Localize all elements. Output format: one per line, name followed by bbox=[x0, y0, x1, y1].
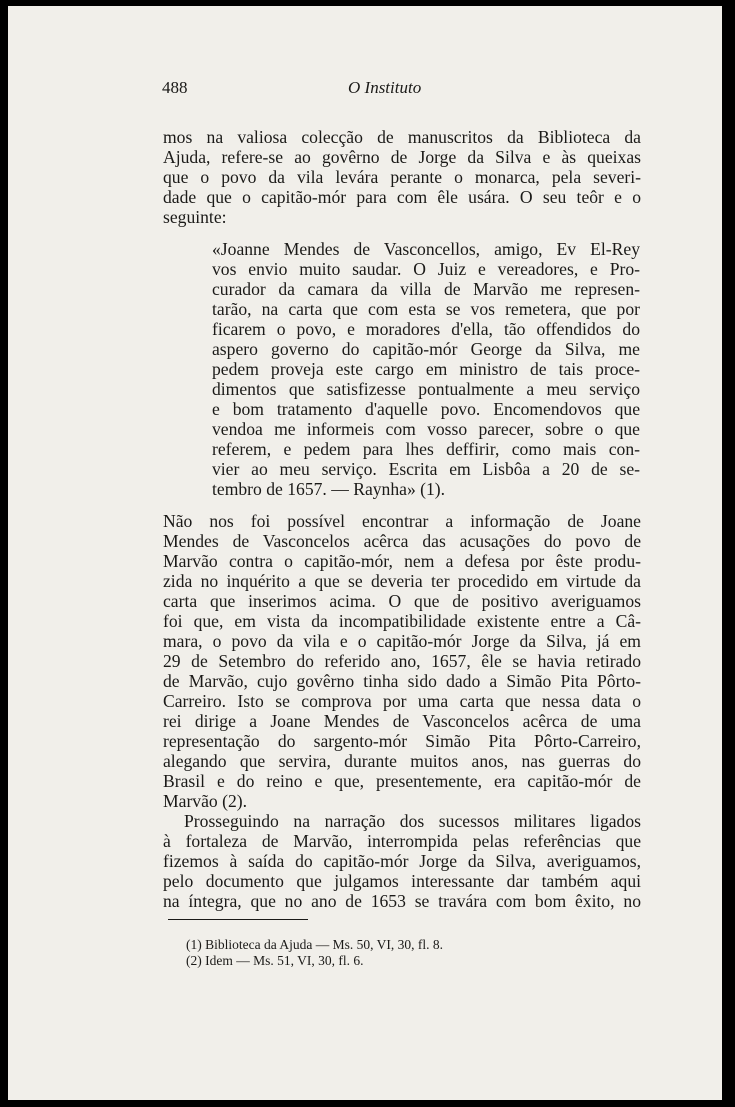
text-line: dade que o capitão-mór para com êle usára. O seu teôr e o bbox=[163, 187, 641, 207]
text-line: mara, o povo da vila e o capitão-mór Jorge da Silva, já em bbox=[163, 631, 641, 651]
text-line: carta que inserimos acima. O que de positivo averiguamos bbox=[163, 591, 641, 611]
running-header bbox=[162, 78, 642, 104]
text-line: Ajuda, refere-se ao govêrno de Jorge da Silva e às queixas bbox=[163, 147, 641, 167]
text-line: fizemos à saída do capitão-mór Jorge da Silva, averiguamos, bbox=[163, 851, 641, 871]
text-line: rei dirige a Joane Mendes de Vasconcelos acêrca de uma bbox=[163, 711, 641, 731]
quote-line: vier ao meu serviço. Escrita em Lisbôa a 20 de se- bbox=[212, 459, 640, 479]
text-line: mos na valiosa colecção de manuscritos da Biblioteca da bbox=[163, 127, 641, 147]
text-line: Mendes de Vasconcelos acêrca das acusações do povo de bbox=[163, 531, 641, 551]
quote-line: ficarem o povo, e moradores d'ella, tão offendidos do bbox=[212, 319, 640, 339]
quote-line: tembro de 1657. — Raynha» (1). bbox=[212, 479, 446, 499]
text-line: Marvão (2). bbox=[163, 791, 248, 811]
text-line: na íntegra, que no ano de 1653 se travára com bom êxito, no bbox=[163, 891, 641, 911]
text-line: Não nos foi possível encontrar a informação de Joane bbox=[163, 511, 641, 531]
text-line: Marvão contra o capitão-mór, nem a defesa por êste produ- bbox=[163, 551, 641, 571]
running-title: O Instituto bbox=[348, 78, 422, 97]
quote-line: dimentos que satisfizesse pontualmente a meu serviço bbox=[212, 379, 640, 399]
text-line: pelo documento que julgamos interessante dar também aqui bbox=[163, 871, 641, 891]
text-line: zida no inquérito a que se deveria ter procedido em virtude da bbox=[163, 571, 641, 591]
text-line: foi que, em vista da incompatibilidade existente entre a Câ- bbox=[163, 611, 641, 631]
quote-line: vos envio muito saudar. O Juiz e vereadores, e Pro- bbox=[212, 259, 640, 279]
page-number: 488 bbox=[162, 78, 188, 97]
text-line: seguinte: bbox=[163, 207, 227, 227]
footnote-2: (2) Idem — Ms. 51, VI, 30, fl. 6. bbox=[186, 953, 364, 968]
text-line: Brasil e do reino e que, presentemente, era capitão-mór de bbox=[163, 771, 641, 791]
text-line: à fortaleza de Marvão, interrompida pelas referências que bbox=[163, 831, 641, 851]
text-line: representação do sargento-mór Simão Pita Pôrto-Carreiro, bbox=[163, 731, 641, 751]
text-line: alegando que servira, durante muitos anos, nas guerras do bbox=[163, 751, 641, 771]
text-line: Carreiro. Isto se comprova por uma carta que nessa data o bbox=[163, 691, 641, 711]
quote-line: aspero governo do capitão-mór George da Silva, me bbox=[212, 339, 640, 359]
quote-line: vendoa me informeis com vosso parecer, sobre o que bbox=[212, 419, 640, 439]
footnote-divider bbox=[168, 919, 308, 920]
quote-line: tarão, na carta que com esta se vos remetera, que por bbox=[212, 299, 640, 319]
footnote-1: (1) Biblioteca da Ajuda — Ms. 50, VI, 30, fl. 8. bbox=[186, 937, 443, 952]
text-line: Prosseguindo na narração dos sucessos militares ligados bbox=[184, 811, 641, 831]
quote-line: curador da camara da villa de Marvão me represen- bbox=[212, 279, 640, 299]
text-line: que o povo da vila levára perante o monarca, pela severi- bbox=[163, 167, 641, 187]
quote-line: e bom tratamento d'aquelle povo. Encomendovos que bbox=[212, 399, 640, 419]
quote-line: «Joanne Mendes de Vasconcellos, amigo, Ev El-Rey bbox=[212, 239, 640, 259]
text-line: de Marvão, cujo govêrno tinha sido dado a Simão Pita Pôrto- bbox=[163, 671, 641, 691]
book-page bbox=[8, 6, 722, 1100]
text-line: 29 de Setembro do referido ano, 1657, êle se havia retirado bbox=[163, 651, 641, 671]
quote-line: referem, e pedem para lhes deffirir, como mais con- bbox=[212, 439, 640, 459]
quote-line: pedem proveja este cargo em ministro de tais proce- bbox=[212, 359, 640, 379]
